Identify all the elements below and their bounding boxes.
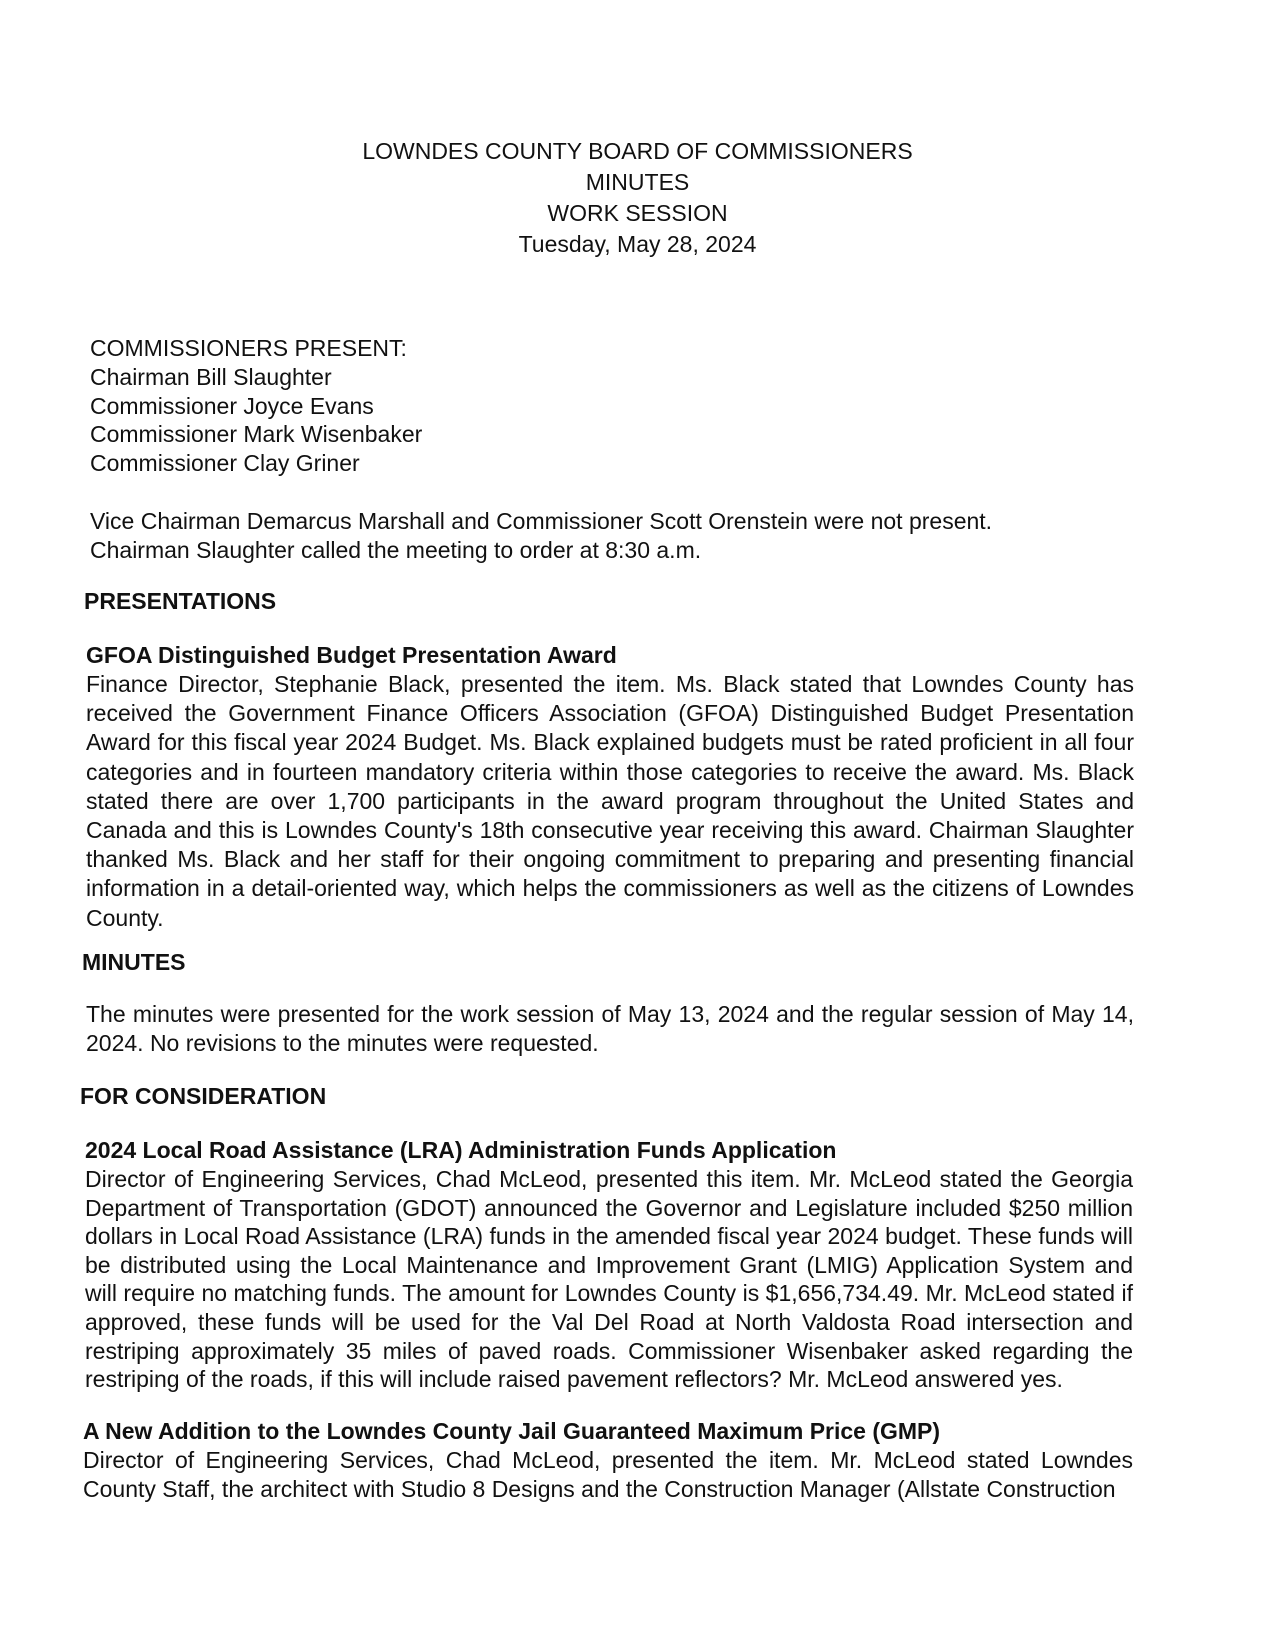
minutes-body: The minutes were presented for the work session of May 13, 2024 and the regular session of May 14, 2024. No revisions to the minutes were requested.: [86, 1001, 1134, 1056]
consideration-title: 2024 Local Road Assistance (LRA) Administration Funds Application: [85, 1137, 837, 1163]
presentations-heading: PRESENTATIONS: [84, 588, 277, 614]
attendance-list: [90, 334, 1190, 477]
consideration-title: A New Addition to the Lowndes County Jail Guaranteed Maximum Price (GMP): [83, 1418, 941, 1444]
attendance-notes: [90, 507, 1190, 565]
attendance-member: Commissioner Clay Griner: [90, 449, 360, 476]
presentation-item: [86, 640, 1134, 933]
presentation-title: GFOA Distinguished Budget Presentation Award: [86, 642, 617, 668]
attendance-member: Commissioner Mark Wisenbaker: [90, 421, 423, 447]
presentation-body: Finance Director, Stephanie Black, presented the item. Ms. Black stated that Lowndes County has received the Government Finance Officers Association (GFOA) Distinguished Budget Presentation Award for this fiscal year 2024 Budget. Ms. Black explained budgets must be rated proficient in all four categories and in fourteen mandatory criteria within those categories to receive the award. Ms. Black stated there are over 1,700 participants in the award program throughout the United States and Canada and this is Lowndes County's 18th consecutive year receiving this award. Chairman Slaughter thanked Ms. Black and her staff for their ongoing commitment to preparing and presenting financial information in a detail-oriented way, which helps the commissioners as well as the citizens of Lowndes County.: [86, 671, 1134, 931]
document-header: [0, 136, 1275, 260]
attendance-member: Commissioner Joyce Evans: [90, 392, 374, 419]
consideration-item: [85, 1135, 1133, 1394]
header-date: Tuesday, May 28, 2024: [518, 231, 757, 257]
call-to-order: Chairman Slaughter called the meeting to order at 8:30 a.m.: [90, 537, 702, 563]
consideration-item: [83, 1416, 1133, 1504]
minutes-section: [86, 1000, 1134, 1058]
attendance-member: Chairman Bill Slaughter: [90, 364, 332, 390]
attendance-heading: COMMISSIONERS PRESENT:: [90, 335, 407, 361]
consideration-heading: FOR CONSIDERATION: [80, 1083, 327, 1109]
header-doc-type: MINUTES: [585, 169, 690, 195]
minutes-heading: MINUTES: [82, 949, 186, 975]
consideration-body: Director of Engineering Services, Chad McLeod, presented this item. Mr. McLeod stated the Georgia Department of Transportation (GDOT) announced the Governor and Legislature included $250 million dollars in Local Road Assistance (LRA) funds in the amended fiscal year 2024 budget. These funds will be distributed using the Local Maintenance and Improvement Grant (LMIG) Application System and will require no matching funds. The amount for Lowndes County is $1,656,734.49. Mr. McLeod stated if approved, these funds will be used for the Val Del Road at North Valdosta Road intersection and restriping approximately 35 miles of paved roads. Commissioner Wisenbaker asked regarding the restriping of the roads, if this will include raised pavement reflectors? Mr. McLeod answered yes.: [85, 1166, 1133, 1393]
header-session-type: WORK SESSION: [547, 200, 728, 226]
header-organization: LOWNDES COUNTY BOARD OF COMMISSIONERS: [362, 138, 913, 164]
consideration-body: Director of Engineering Services, Chad McLeod, presented the item. Mr. McLeod stated Lowndes County Staff, the architect with Studio 8 Designs and the Construction Manager (Allstate Construction: [83, 1447, 1133, 1502]
absent-note: Vice Chairman Demarcus Marshall and Commissioner Scott Orenstein were not present.: [90, 508, 993, 534]
